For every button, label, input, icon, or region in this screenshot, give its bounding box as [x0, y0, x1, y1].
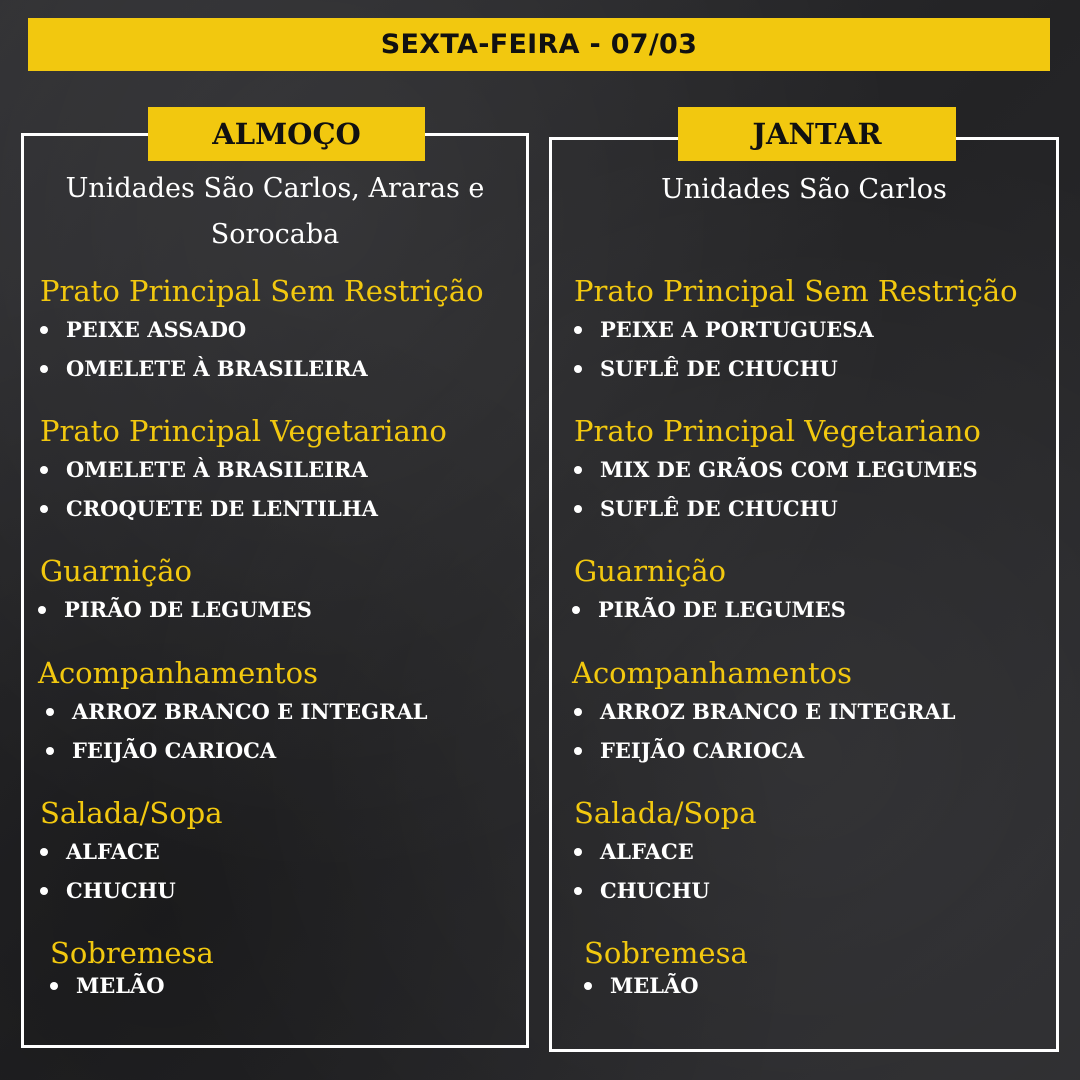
dinner-subtitle: Unidades São Carlos — [661, 174, 947, 205]
dinner-section-garnish — [574, 554, 846, 629]
lunch-section-dessert — [50, 936, 214, 1005]
menu-item: SUFLÊ DE CHUCHU — [574, 489, 981, 528]
dinner-section-dessert — [584, 936, 748, 1005]
lunch-section-sides — [38, 656, 428, 770]
dinner-title: JANTAR — [678, 107, 956, 161]
lunch-section-salad — [40, 796, 223, 910]
menu-item: PEIXE ASSADO — [40, 310, 484, 349]
lunch-section-main — [40, 274, 484, 388]
menu-list — [40, 450, 447, 528]
menu-item: MELÃO — [584, 966, 748, 1005]
menu-list — [38, 590, 312, 629]
menu-item: FEIJÃO CARIOCA — [574, 731, 956, 770]
menu-item: ALFACE — [40, 832, 223, 871]
section-heading: Guarnição — [40, 554, 192, 588]
section-heading: Guarnição — [574, 554, 726, 588]
section-heading: Prato Principal Sem Restrição — [40, 274, 484, 308]
menu-list — [574, 832, 757, 910]
menu-list — [572, 590, 846, 629]
menu-list — [40, 310, 484, 388]
menu-list — [574, 310, 1018, 388]
menu-item: OMELETE À BRASILEIRA — [40, 450, 447, 489]
menu-item: FEIJÃO CARIOCA — [46, 731, 428, 770]
menu-item: ARROZ BRANCO E INTEGRAL — [574, 692, 956, 731]
lunch-panel — [21, 117, 529, 1048]
menu-item: PIRÃO DE LEGUMES — [572, 590, 846, 629]
dinner-section-main — [574, 274, 1018, 388]
section-heading: Prato Principal Sem Restrição — [574, 274, 1018, 308]
menu-list — [40, 832, 223, 910]
menu-list — [574, 692, 956, 770]
lunch-section-vegetarian — [40, 414, 447, 528]
menu-item: PEIXE A PORTUGUESA — [574, 310, 1018, 349]
lunch-section-garnish — [40, 554, 312, 629]
menu-item: MELÃO — [50, 966, 214, 1005]
menu-item: ARROZ BRANCO E INTEGRAL — [46, 692, 428, 731]
section-heading: Prato Principal Vegetariano — [40, 414, 447, 448]
menu-item: CHUCHU — [40, 871, 223, 910]
menu-list — [46, 692, 428, 770]
dinner-panel — [549, 117, 1059, 1052]
section-heading: Acompanhamentos — [572, 656, 852, 690]
date-banner: SEXTA-FEIRA - 07/03 — [28, 18, 1050, 71]
menu-item: SUFLÊ DE CHUCHU — [574, 349, 1018, 388]
section-heading: Prato Principal Vegetariano — [574, 414, 981, 448]
menu-item: OMELETE À BRASILEIRA — [40, 349, 484, 388]
lunch-subtitle: Unidades São Carlos, Araras e Sorocaba — [65, 173, 485, 250]
menu-list — [50, 966, 214, 1005]
dinner-section-salad — [574, 796, 757, 910]
section-heading: Sobremesa — [50, 936, 214, 970]
menu-item: CROQUETE DE LENTILHA — [40, 489, 447, 528]
section-heading: Sobremesa — [584, 936, 748, 970]
lunch-title: ALMOÇO — [148, 107, 425, 161]
section-heading: Salada/Sopa — [574, 796, 757, 830]
menu-list — [574, 450, 981, 528]
section-heading: Salada/Sopa — [40, 796, 223, 830]
dinner-section-vegetarian — [574, 414, 981, 528]
menu-item: CHUCHU — [574, 871, 757, 910]
menu-item: PIRÃO DE LEGUMES — [38, 590, 312, 629]
section-heading: Acompanhamentos — [38, 656, 318, 690]
menu-item: ALFACE — [574, 832, 757, 871]
menu-list — [584, 966, 748, 1005]
menu-item: MIX DE GRÃOS COM LEGUMES — [574, 450, 981, 489]
dinner-section-sides — [572, 656, 956, 770]
